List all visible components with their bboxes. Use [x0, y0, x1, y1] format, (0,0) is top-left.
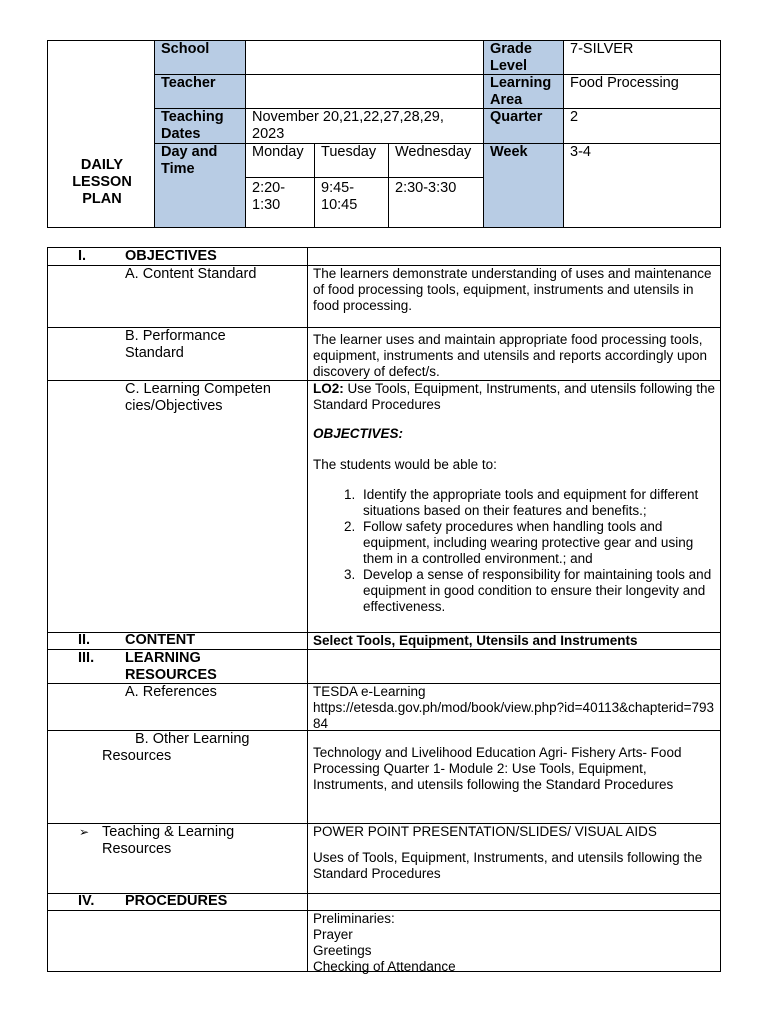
procedures-header-cell: [47, 893, 308, 911]
resources-header-cell: [47, 649, 308, 684]
grade-label: Grade Level: [483, 40, 564, 75]
time-wednesday: 2:30-3:30: [388, 177, 484, 228]
other-resources-label: B. Other Learning Resources: [102, 731, 250, 764]
objectives-intro: The students would be able to:: [313, 457, 497, 472]
procedures-num: IV.: [78, 893, 95, 909]
content-standard-label: A. Content Standard: [125, 266, 257, 282]
teaching-resources-label: Teaching & Learning Resources: [102, 824, 235, 857]
references-url[interactable]: https://etesda.gov.ph/mod/book/view.php?id=40113&chapterid=79384: [313, 700, 715, 731]
performance-standard-label-cell: [47, 327, 308, 381]
resources-num: III.: [78, 650, 95, 666]
lo2-label: LO2:: [313, 381, 344, 396]
arrow-bullet-icon: ➢: [79, 825, 90, 839]
time-tuesday: 9:45-10:45: [314, 177, 389, 228]
quarter-label: Quarter: [483, 108, 564, 144]
resources-title: LEARNING RESOURCES: [125, 650, 217, 683]
content-standard-label-cell: [47, 265, 308, 328]
area-value: Food Processing: [563, 74, 721, 109]
performance-standard-text: The learner uses and maintain appropriate food processing tools, equipment, instruments and utensils and reports accordingly upon discovery of defect/s.: [307, 327, 721, 381]
preliminaries-heading: Preliminaries:: [313, 911, 395, 926]
teaching-resources-line1: POWER POINT PRESENTATION/SLIDES/ VISUAL AIDS: [313, 824, 657, 839]
competencies-cell: [307, 380, 721, 633]
objectives-title: OBJECTIVES: [125, 248, 217, 264]
lo2-text: Use Tools, Equipment, Instruments, and utensils following the Standard Procedures: [313, 381, 715, 412]
references-label: A. References: [125, 684, 217, 700]
objectives-list: [313, 487, 715, 615]
objective-item: 1. Identify the appropriate tools and equipment for different situations based on their features and benefits.;: [359, 487, 715, 519]
procedures-title: PROCEDURES: [125, 893, 228, 909]
objectives-heading: OBJECTIVES:: [313, 426, 404, 441]
school-value: [245, 40, 484, 75]
objectives-header-cell: [47, 247, 308, 266]
daytime-label: Day and Time: [154, 143, 246, 228]
lo2-line: [313, 381, 715, 413]
day-tuesday: Tuesday: [314, 143, 389, 178]
performance-standard-label: B. Performance Standard: [125, 328, 226, 361]
week-label: Week: [483, 143, 564, 228]
dates-label: Teaching Dates: [154, 108, 246, 144]
week-value: 3-4: [563, 143, 721, 228]
grade-value: 7-SILVER: [563, 40, 721, 75]
content-title: CONTENT: [125, 632, 196, 648]
resources-header-right: [307, 649, 721, 684]
procedures-header-right: [307, 893, 721, 911]
preliminaries-label-cell: [47, 910, 308, 972]
competencies-label-cell: [47, 380, 308, 633]
teaching-resources-line2: Uses of Tools, Equipment, Instruments, and utensils following the Standard Procedures: [313, 850, 703, 881]
time-monday: 2:20-1:30: [245, 177, 315, 228]
preliminaries-item: Prayer: [313, 927, 353, 942]
teaching-resources-cell: [307, 823, 721, 894]
dates-value: November 20,21,22,27,28,29, 2023: [245, 108, 484, 144]
objectives-num: I.: [78, 248, 87, 264]
school-label: School: [154, 40, 246, 75]
content-num: II.: [78, 632, 91, 648]
dlp-title: DAILY LESSON PLAN: [72, 157, 132, 207]
dlp-title-cell: [47, 40, 155, 228]
content-value: Select Tools, Equipment, Utensils and Instruments: [307, 632, 721, 650]
preliminaries-cell: [307, 910, 721, 972]
area-label: Learning Area: [483, 74, 564, 109]
objectives-header-right: [307, 247, 721, 266]
content-header-cell: [47, 632, 308, 650]
objective-item: 3. Develop a sense of responsibility for maintaining tools and equipment in good condition to ensure their longevity and effectiveness.: [359, 567, 715, 615]
preliminaries-item: Greetings: [313, 943, 372, 958]
preliminaries-item: Checking of Attendance: [313, 959, 456, 974]
quarter-value: 2: [563, 108, 721, 144]
objective-item: 2. Follow safety procedures when handling tools and equipment, including wearing protective gear and using them in a controlled environment.; and: [359, 519, 715, 567]
day-monday: Monday: [245, 143, 315, 178]
references-label-cell: [47, 683, 308, 731]
teacher-label: Teacher: [154, 74, 246, 109]
references-cell: [307, 683, 721, 731]
other-resources-label-cell: [47, 730, 308, 824]
references-source: TESDA e-Learning: [313, 684, 426, 699]
other-resources-text: Technology and Livelihood Education Agri- Fishery Arts- Food Processing Quarter 1- Module 2: Use Tools, Equipment, Instruments, and utensils following the Standard Procedures: [307, 730, 721, 824]
teacher-value: [245, 74, 484, 109]
teaching-resources-label-cell: [47, 823, 308, 894]
day-wednesday: Wednesday: [388, 143, 484, 178]
content-standard-text: The learners demonstrate understanding of uses and maintenance of food processing tools, equipment, instruments and utensils in food processing.: [307, 265, 721, 328]
competencies-label: C. Learning Competencies/Objectives: [125, 381, 271, 414]
